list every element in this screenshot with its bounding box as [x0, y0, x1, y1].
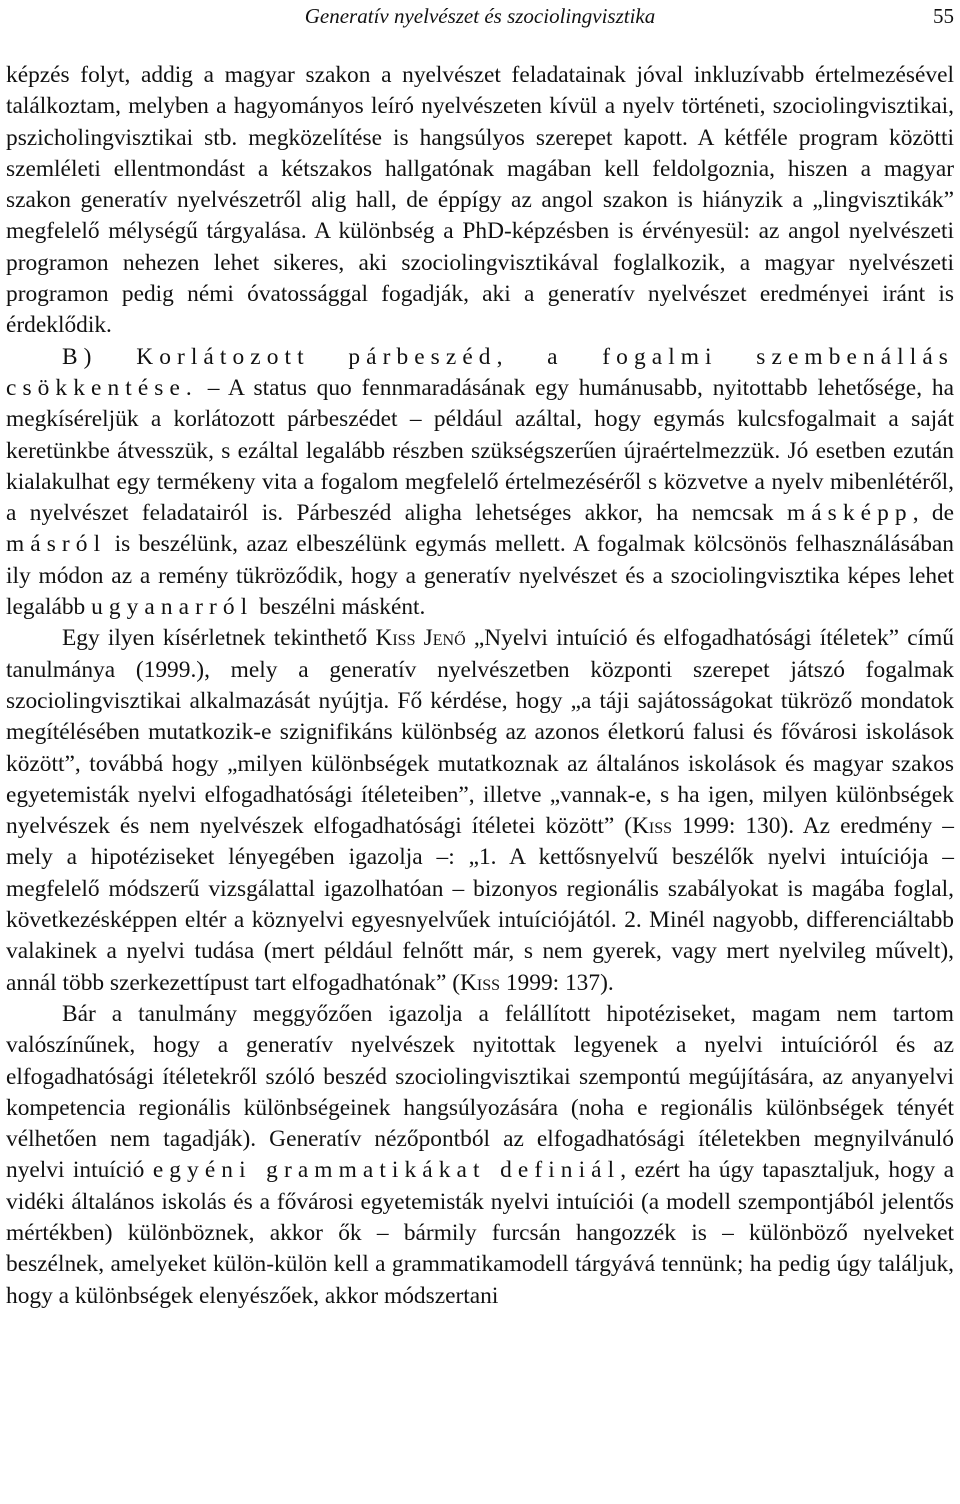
citation-author-2: Kiss [459, 969, 501, 996]
paragraph-4-text-1: Bár a tanulmány meggyőzően igazolja a felállított hipotéziseket, magam nem tartom valószínűnek, hogy a generatív nyelvészek nyitottak legyenek a nyelvi intuícióról és az elfogadhatósági ítéletekről szóló beszéd szociolingvisztikai szempontú megújítására, az anyanyelvi kompetencia regionális különbségeinek hangsúlyozására (noha e regionális különbségek tényét vélhetően nem tagadják). Generatív nézőpontból az elfogadhatósági ítéletekben megnyilvánuló nyelvi intuíció [6, 1000, 954, 1184]
book-page [6, 0, 954, 1312]
running-head [6, 4, 954, 34]
paragraph-4 [6, 999, 954, 1312]
paragraph-3-text-2: „Nyelvi intuíció és elfogadhatósági ítéletek” című tanulmánya (1999.), mely a generatív nyelvészetben központi szerepet játszó fogalmak szociolingvisztikai alkalmazását nyújtja. Fő kérdése, hogy „a táji sajátosságokat tükröző mondatok megítélésében mutatkozik-e szignifikáns különbség az azonos életkorú falusi és fővárosi iskolások között”, továbbá hogy „milyen különbségek mutatkoznak az általános iskolások és magyar szakos egyetemisták nyelvi elfogadhatósági ítéleteiben”, illetve „vannak-e, s ha igen, milyen különbségek nyelvészek és nem nyelvészek elfogadhatósági ítéletei között” ( [6, 625, 954, 840]
paragraph-3-text-1: Egy ilyen kísérletnek tekinthető [62, 625, 376, 652]
paragraph-2-text-1: – A status quo fennmaradásának egy humánusabb, nyitottabb lehetősége, ha megkíséreljük a korlátozott párbeszédet – például azáltal, hogy egymás kulcsfogalmait a saját keretünkbe átvesszük, s ezáltal legalább részben szükségszerűen újraértelmezzük. Jó esetben ezután kialakulhat egy termékeny vita a fogalom megfelelő értelmezéséről s közvetve a nyelv mibenlétéről, a nyelvészet feladatairól is. Párbeszéd aligha lehetséges akkor, ha nemcsak [6, 374, 954, 527]
paragraph-2 [6, 342, 954, 624]
paragraph-2-text-3: is beszélünk, azaz elbeszélünk egymás mellett. A fogalmak kölcsönös felhasználásában ily módon az a remény tükröződik, hogy a generatív nyelvészet és a szociolingvisztika képes lehet legalább [6, 531, 954, 621]
paragraph-2-text-2: , de [912, 500, 954, 527]
emphasis-maskepp: másképp [786, 500, 913, 527]
paragraph-3 [6, 623, 954, 999]
paragraph-2-text-4: beszélni másként. [253, 594, 426, 621]
paragraph-1-text: képzés folyt, addig a magyar szakon a nyelvészet feladatainak jóval inkluzívabb értelmezésével találkoztam, melyben a hagyományos leíró nyelvészeten kívül a nyelv történeti, szociolingvisztikai, pszicholingvisztikai stb. megközelítése is hangsúlyos szerepet kapott. A kétféle program közötti szemléleti ellentmondást a kétszakos hallgatónak magában kell feldolgoznia, hiszen a magyar szakon generatív nyelvészetről alig hall, de éppígy az angol szakon is hiányzik a „lingvisztikák” megfelelő mélységű tárgyalása. A különbség a PhD-képzésben is érvényesül: az angol nyelvészeti programon nehezen lehet sikeres, aki szociolingvisztikával foglalkozik, a magyar nyelvészeti programon pedig némi óvatossággal fogadják, aki a generatív nyelvészet eredményei iránt is érdeklődik. [6, 62, 954, 339]
paragraph-1 [6, 60, 954, 342]
emphasis-masrol: másról [6, 531, 107, 558]
body-text [6, 60, 954, 1312]
paragraph-4-text-2: , ezért ha úgy tapasztaljuk, hogy a vidéki általános iskolás és a fővárosi egyetemisták nyelvi intuíciói (a modell szempontjából jelentős mértékben) különböznek, akkor ők – bármily furcsán hangozzék is – különböző nyelveket beszélnek, amelyeket külön-külön kell a grammatikamodell tárgyává tennünk; ha pedig úgy találjuk, hogy a különbségek elenyészőek, akkor módszertani [6, 1157, 954, 1309]
emphasis-egyeni-grammatikakat: egyéni grammatikákat definiál [152, 1157, 621, 1184]
citation-author-1: Kiss [632, 813, 673, 840]
page-number: 55 [933, 4, 954, 28]
section-heading-b: B) Korlátozott párbeszéd, a fogalmi szembenállás csökkentése. [6, 343, 954, 401]
emphasis-ugyanarrol: ugyanarról [91, 594, 254, 621]
running-title: Generatív nyelvészet és szociolingvisztika [304, 4, 656, 28]
paragraph-3-text-3: 1999: 130). Az eredmény – mely a hipotéziseket lényegében igazolja –: „1. A kettősnyelvű beszélők nyelvi intuíciója – megfelelő módszerű vizsgálattal igazolhatóan – bizonyos regionális szabályokat is magába foglal, következésképpen eltér a köznyelvi egyesnyelvűek intuíciójától. 2. Minél nagyobb, differenciáltabb valakinek a nyelvi tudása (mert például felnőtt már, s nem gyerek, vagy mert nyelvileg művelt), annál több szerkezettípust tart elfogadhatónak” ( [6, 813, 954, 996]
author-name: Kiss Jenő [375, 625, 466, 652]
paragraph-3-text-4: 1999: 137). [500, 969, 614, 996]
